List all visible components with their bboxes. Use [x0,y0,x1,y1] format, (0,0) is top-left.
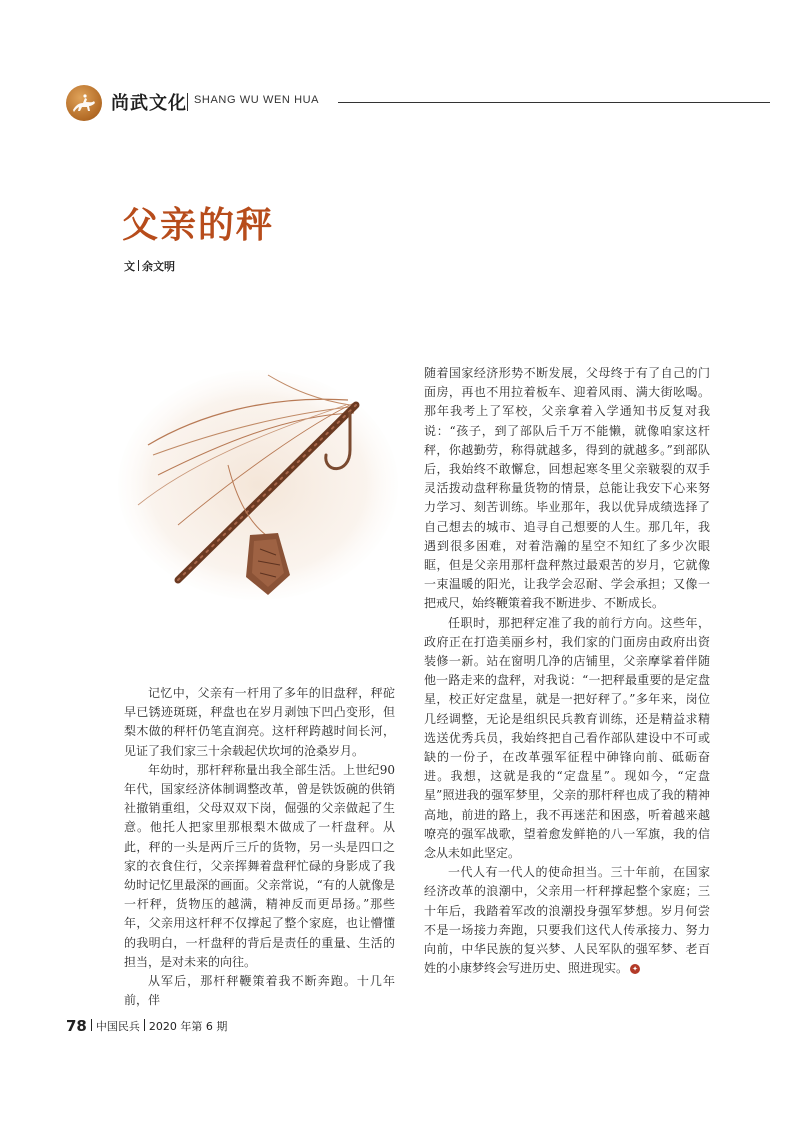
magazine-name: 中国民兵 [95,1020,140,1033]
byline-separator [138,260,139,271]
paragraph-text: 一代人有一代人的使命担当。三十年前，在国家经济改革的浪潮中，父亲用一杆秤撑起整个家庭；三十年后，我踏着军改的浪潮投身强军梦想。岁月何尝不是一场接力奔跑，只要我们这代人传承接力、努力向前，中华民族的复兴梦、人民军队的强军梦、老百姓的小康梦终会写进历史、照进现实。 [424,865,710,976]
end-mark-icon: ✦ [630,964,640,974]
byline-prefix: 文 [124,260,135,273]
steelyard-scale-illustration [118,355,400,605]
article-title: 父亲的秤 [122,204,275,246]
header-rule [338,102,770,103]
section-title-cn: 尚武文化 [111,93,187,114]
section-separator [187,93,188,111]
section-title-en: SHANG WU WEN HUA [194,94,320,106]
byline [124,258,175,274]
page-footer [66,1017,227,1035]
footer-separator [144,1019,145,1031]
footer-separator [91,1019,92,1031]
section-header [66,83,770,123]
paragraph: 从军后，那杆秤鞭策着我不断奔跑。十几年前，伴 [124,974,395,1008]
issue-label: 2020 年第 6 期 [148,1020,228,1033]
page-number: 78 [66,1017,87,1035]
author-name: 余文明 [142,260,175,273]
article-body-right-column [424,364,710,979]
paragraph: 年幼时，那杆秤称量出我全部生活。上世纪90年代，国家经济体制调整改革，曾是铁饭碗的供销社撤销重组，父母双双下岗，倔强的父亲做起了生意。他托人把家里那根梨木做成了一杆盘秤。从此，秤的一头是两斤三斤的货物，另一头是四口之家的衣食住行，父亲挥舞着盘秤忙碌的身影成了我幼时记忆里最深的画面。父亲常说，“有的人就像是一杆秤，货物压的越满，精神反而更昂扬。”那些年，父亲用这杆秤不仅撑起了整个家庭，也让懵懂的我明白，一杆盘秤的背后是责任的重量、生活的担当，是对未来的向往。 [124,762,395,969]
article-body-left-column [124,684,395,1010]
paragraph: 任职时，那把秤定准了我的前行方向。这些年，政府正在打造美丽乡村，我们家的门面房由政府出资装修一新。站在窗明几净的店铺里，父亲摩挲着伴随他一路走来的盘秤，对我说：“一把秤最重要的是定盘星，校正好定盘星，就是一把好秤了。”多年来，岗位几经调整，无论是组织民兵教育训练，还是精益求精选送优秀兵员，我始终把自己看作部队建设中不可或缺的一份子，在改革强军征程中砷锋向前、砥砺奋进。我想，这就是我的“定盘星”。现如今，“定盘星”照进我的强军梦里，父亲的那杆秤也成了我的精神高地，前进的路上，我不再迷茫和困惑，听着越来越嘹亮的强军战歌，望着愈发鲜艳的八一军旗，我的信念从未如此坚定。 [424,615,710,861]
paragraph: 记忆中，父亲有一杆用了多年的旧盘秤，秤砣早已锈迹斑斑，秤盘也在岁月剥蚀下凹凸变形，但梨木做的秤杆仍笔直润亮。这杆秤跨越时间长河，见证了我们家三十余载起伏坎坷的沧桑岁月。 [124,686,395,758]
horse-rider-icon [66,85,102,121]
paragraph-final [424,863,710,978]
paragraph: 随着国家经济形势不断发展，父母终于有了自己的门面房，再也不用拉着板车、迎着风雨、满大街吆喝。那年我考上了军校，父亲拿着入学通知书反复对我说：“孩子，到了部队后千万不能懒，就像咱家这杆秤，你越勤劳，称得就越多，得到的就越多。”到部队后，我始终不敢懈怠，回想起寒冬里父亲皲裂的双手灵活拨动盘秤称量货物的情景，总能让我安下心来努力学习、刻苦训练。毕业那年，我以优异成绩选择了自己想去的城市、追寻自己想要的人生。那几年，我遇到很多困难，对着浩瀚的星空不知红了多少次眼眶，但是父亲用那杆盘秤熬过最艰苦的岁月，它就像一束温暖的阳光，让我学会忍耐、学会承担；又像一把戒尺，始终鞭策着我不断进步、不断成长。 [424,366,710,611]
